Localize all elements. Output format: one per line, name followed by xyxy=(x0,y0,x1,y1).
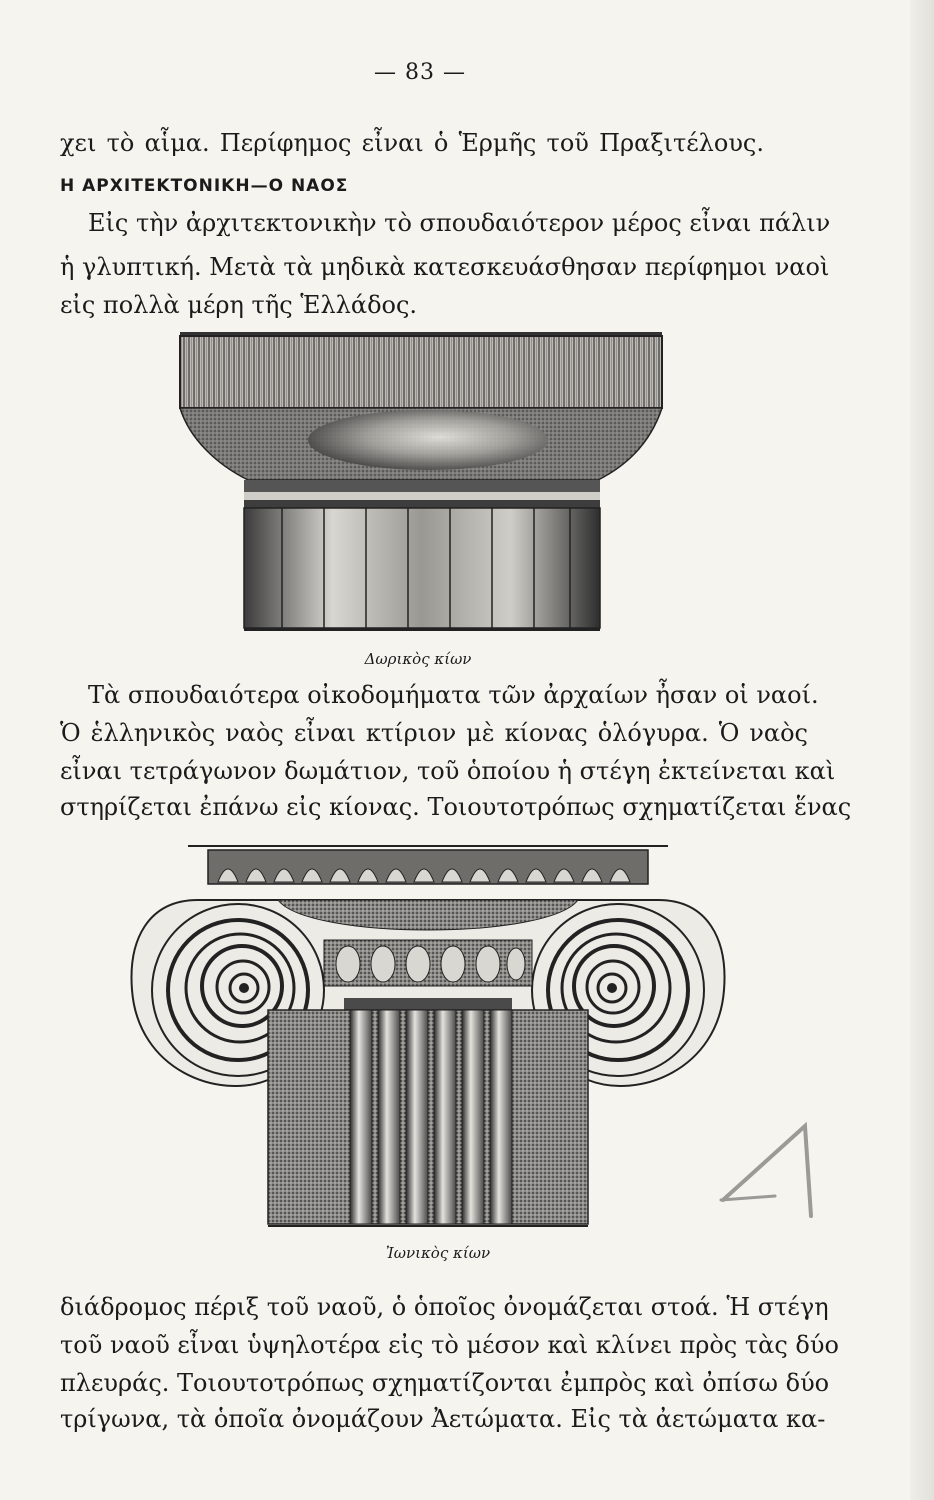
para2-line-3: εἶναι τετράγωνον δωμάτιον, τοῦ ὁποίου ἡ στέγη ἐκτείνεται καὶ xyxy=(60,757,836,785)
continuation-line: χει τὸ αἷμα. Περίφημος εἶναι ὁ Ἑρμῆς τοῦ Πραξιτέλους. xyxy=(60,129,764,157)
para3-line-2: τοῦ ναοῦ εἶναι ὑψηλοτέρα εἰς τὸ μέσον καὶ κλίνει πρὸς τὰς δύο xyxy=(60,1331,839,1359)
para1-line-2: ἡ γλυπτική. Μετὰ τὰ μηδικὰ κατεσκευάσθησαν περίφημοι ναοὶ xyxy=(60,253,830,281)
para2-line-4: στηρίζεται ἐπάνω εἰς κίονας. Τοιουτοτρόπως σχηματίζεται ἕνας xyxy=(60,793,852,821)
section-heading: Η ΑΡΧΙΤΕΚΤΟΝΙΚΗ—Ο ΝΑΟΣ xyxy=(60,176,349,196)
para2-line-1: Τὰ σπουδαιότερα οἰκοδομήματα τῶν ἀρχαίων ἦσαν οἱ ναοί. xyxy=(88,681,819,709)
para1-line-3: εἰς πολλὰ μέρη τῆς Ἑλλάδος. xyxy=(60,291,418,319)
pencil-mark xyxy=(715,1120,825,1230)
page-edge xyxy=(910,0,934,1500)
para3-line-3: πλευράς. Τοιουτοτρόπως σχηματίζονται ἐμπρὸς καὶ ὀπίσω δύο xyxy=(60,1369,830,1397)
doric-caption: Δωρικὸς κίων xyxy=(364,650,472,668)
page-number: — 83 — xyxy=(374,60,466,85)
para3-line-1: διάδρομος πέριξ τοῦ ναοῦ, ὁ ὁποῖος ὀνομάζεται στοά. Ἡ στέγη xyxy=(60,1293,829,1321)
doric-capital-illustration xyxy=(178,330,664,640)
ionic-capital-illustration xyxy=(128,840,728,1236)
ionic-caption: Ἰωνικὸς κίων xyxy=(385,1244,491,1262)
para3-line-4: τρίγωνα, τὰ ὁποῖα ὀνομάζουν Ἀετώματα. Εἰς τὰ ἀετώματα κα- xyxy=(60,1405,826,1433)
para1-line-1: Εἰς τὴν ἀρχιτεκτονικὴν τὸ σπουδαιότερον μέρος εἶναι πάλιν xyxy=(88,209,831,237)
para2-line-2: Ὁ ἑλληνικὸς ναὸς εἶναι κτίριον μὲ κίονας ὁλόγυρα. Ὁ ναὸς xyxy=(60,719,808,747)
